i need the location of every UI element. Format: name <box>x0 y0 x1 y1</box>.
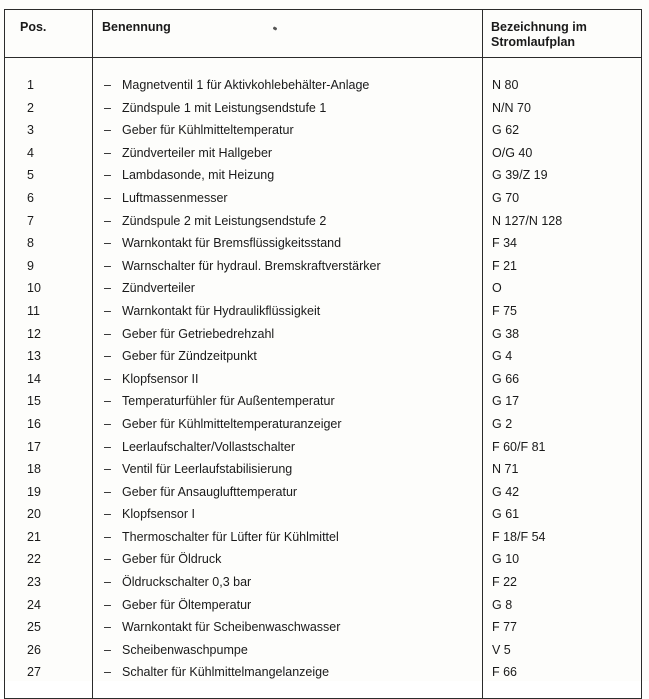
row-name <box>104 323 274 346</box>
row-name-text: Zündspule 2 mit Leistungsendstufe 2 <box>122 213 327 228</box>
row-name-text: Schalter für Kühlmittelmangelanzeige <box>122 665 330 680</box>
row-pos: 6 <box>27 190 34 205</box>
row-dash: – <box>104 213 111 228</box>
row-name-text: Magnetventil 1 für Aktivkohlebehälter-Anlage <box>122 78 370 92</box>
table-row <box>5 639 641 662</box>
table-row <box>5 97 641 120</box>
header-code-line1: Bezeichnung im <box>491 20 587 34</box>
row-code: G 8 <box>492 597 513 612</box>
row-code: F 18/F 54 <box>492 529 546 544</box>
row-pos: 26 <box>27 642 41 657</box>
row-name-text: Leerlaufschalter/Vollastschalter <box>122 439 296 454</box>
table-row <box>5 119 641 142</box>
table-row <box>5 232 641 255</box>
row-dash: – <box>104 168 111 183</box>
row-name <box>104 97 326 120</box>
row-dash: – <box>104 258 111 273</box>
row-code: G 42 <box>492 484 520 499</box>
row-code: F 34 <box>492 236 518 251</box>
row-pos: 11 <box>27 303 40 318</box>
header-code-line2: Stromlaufplan <box>491 35 576 49</box>
table-row <box>5 571 641 594</box>
row-name-text: Warnkontakt für Bremsflüssigkeitsstand <box>122 236 342 251</box>
row-name <box>104 436 295 459</box>
table-row <box>5 187 641 210</box>
row-dash: – <box>104 416 111 431</box>
row-dash: – <box>104 597 111 612</box>
row-name <box>104 571 251 594</box>
row-name <box>104 616 340 639</box>
row-dash: – <box>104 439 111 454</box>
row-code: N 71 <box>492 462 519 477</box>
row-code: F 66 <box>492 665 518 680</box>
row-name-text: Warnschalter für hydraul. Bremskraftverstärker <box>122 258 381 273</box>
row-dash: – <box>104 371 111 386</box>
table-row <box>5 481 641 504</box>
row-dash: – <box>104 100 111 115</box>
table-row <box>5 526 641 549</box>
row-pos: 3 <box>27 123 34 138</box>
row-name <box>104 526 339 549</box>
row-dash: – <box>104 394 111 409</box>
row-name-text: Scheibenwaschpumpe <box>122 642 248 657</box>
row-name <box>104 119 294 142</box>
row-dash: – <box>104 575 111 590</box>
table-row <box>5 413 641 436</box>
table-row <box>5 164 641 187</box>
row-name <box>104 345 257 368</box>
row-code: F 75 <box>492 303 518 318</box>
header-code <box>491 20 631 50</box>
table-row <box>5 300 641 323</box>
row-name-text: Geber für Ansauglufttemperatur <box>122 484 298 499</box>
row-pos: 9 <box>27 258 34 273</box>
row-name <box>104 503 195 526</box>
row-pos: 16 <box>27 416 41 431</box>
table-row <box>5 503 641 526</box>
table-row <box>5 436 641 459</box>
row-pos: 21 <box>27 529 41 544</box>
row-code: G 61 <box>492 507 520 522</box>
row-name-text: Zündverteiler <box>122 281 195 296</box>
row-dash: – <box>104 326 111 341</box>
row-name <box>104 74 369 97</box>
row-dash: – <box>104 349 111 364</box>
row-pos: 1 <box>27 78 34 92</box>
row-dash: – <box>104 123 111 138</box>
row-code: G 39/Z 19 <box>492 168 548 183</box>
table-row <box>5 368 641 391</box>
row-code: F 77 <box>492 620 518 635</box>
row-code: N/N 70 <box>492 100 531 115</box>
row-code: G 70 <box>492 190 520 205</box>
row-pos: 8 <box>27 236 34 251</box>
row-dash: – <box>104 190 111 205</box>
row-pos: 27 <box>27 665 41 680</box>
row-dash: – <box>104 281 111 296</box>
row-pos: 23 <box>27 575 41 590</box>
row-name-text: Geber für Kühlmitteltemperatur <box>122 123 294 138</box>
table-row <box>5 458 641 481</box>
row-code: G 10 <box>492 552 520 567</box>
row-name-text: Geber für Kühlmitteltemperaturanzeiger <box>122 416 342 431</box>
row-name <box>104 481 297 504</box>
table-row <box>5 277 641 300</box>
legend-table <box>4 9 642 699</box>
row-name-text: Lambdasonde, mit Heizung <box>122 168 275 183</box>
table-row <box>5 323 641 346</box>
row-dash: – <box>104 145 111 160</box>
table-row <box>5 390 641 413</box>
row-name <box>104 187 228 210</box>
row-name <box>104 458 292 481</box>
table-row <box>5 548 641 571</box>
row-name <box>104 368 198 391</box>
header-name: Benennung <box>102 20 171 34</box>
row-name <box>104 413 342 436</box>
row-pos: 5 <box>27 168 34 183</box>
row-dash: – <box>104 665 111 680</box>
header-divider <box>5 57 641 58</box>
row-code: G 38 <box>492 326 520 341</box>
row-name-text: Zündspule 1 mit Leistungsendstufe 1 <box>122 100 327 115</box>
row-pos: 10 <box>27 281 41 296</box>
row-name-text: Öldruckschalter 0,3 bar <box>122 575 252 590</box>
row-pos: 7 <box>27 213 34 228</box>
row-name-text: Klopfsensor I <box>122 507 195 522</box>
row-pos: 12 <box>27 326 41 341</box>
row-pos: 14 <box>27 371 41 386</box>
row-pos: 13 <box>27 349 41 364</box>
row-code: G 66 <box>492 371 520 386</box>
table-body <box>5 74 641 684</box>
row-code: G 17 <box>492 394 520 409</box>
table-row <box>5 616 641 639</box>
scan-speck <box>273 26 278 31</box>
row-name <box>104 142 272 165</box>
row-dash: – <box>104 552 111 567</box>
table-row <box>5 594 641 617</box>
header-pos: Pos. <box>20 20 47 34</box>
row-pos: 20 <box>27 507 41 522</box>
row-pos: 18 <box>27 462 41 477</box>
row-code: O/G 40 <box>492 145 533 160</box>
table-row <box>5 142 641 165</box>
row-dash: – <box>104 484 111 499</box>
row-name-text: Geber für Getriebedrehzahl <box>122 326 275 341</box>
table-row <box>5 210 641 233</box>
row-pos: 19 <box>27 484 41 499</box>
row-name-text: Warnkontakt für Hydraulikflüssigkeit <box>122 303 321 318</box>
row-name-text: Thermoschalter für Lüfter für Kühlmittel <box>122 529 339 544</box>
row-name <box>104 300 320 323</box>
row-code: N 80 <box>492 78 519 92</box>
row-name <box>104 277 195 300</box>
row-pos: 2 <box>27 100 34 115</box>
row-dash: – <box>104 620 111 635</box>
row-name-text: Geber für Öldruck <box>122 552 222 567</box>
row-name <box>104 594 251 617</box>
row-name <box>104 210 326 233</box>
row-name <box>104 164 274 187</box>
row-code: F 22 <box>492 575 518 590</box>
row-dash: – <box>104 529 111 544</box>
row-code: F 21 <box>492 258 518 273</box>
row-name-text: Klopfsensor II <box>122 371 199 386</box>
row-name-text: Temperaturfühler für Außentemperatur <box>122 394 335 409</box>
row-name <box>104 232 341 255</box>
row-dash: – <box>104 462 111 477</box>
row-code: G 62 <box>492 123 520 138</box>
row-code: G 2 <box>492 416 513 431</box>
row-pos: 4 <box>27 145 34 160</box>
row-name-text: Luftmassenmesser <box>122 190 228 205</box>
row-code: G 4 <box>492 349 513 364</box>
row-dash: – <box>104 78 111 92</box>
row-code: O <box>492 281 502 296</box>
row-name-text: Geber für Zündzeitpunkt <box>122 349 257 364</box>
row-name <box>104 548 221 571</box>
table-row <box>5 345 641 368</box>
row-pos: 22 <box>27 552 41 567</box>
row-name <box>104 390 335 413</box>
row-pos: 24 <box>27 597 41 612</box>
row-dash: – <box>104 303 111 318</box>
row-name-text: Ventil für Leerlaufstabilisierung <box>122 462 293 477</box>
row-code: N 127/N 128 <box>492 213 563 228</box>
table-row <box>5 74 641 97</box>
row-code: F 60/F 81 <box>492 439 546 454</box>
row-name-text: Warnkontakt für Scheibenwaschwasser <box>122 620 341 635</box>
row-dash: – <box>104 642 111 657</box>
row-name <box>104 639 248 662</box>
row-dash: – <box>104 507 111 522</box>
row-dash: – <box>104 236 111 251</box>
row-pos: 15 <box>27 394 41 409</box>
row-pos: 17 <box>27 439 41 454</box>
row-name-text: Zündverteiler mit Hallgeber <box>122 145 273 160</box>
row-code: V 5 <box>492 642 511 657</box>
row-pos: 25 <box>27 620 41 635</box>
table-row <box>5 255 641 278</box>
row-name-text: Geber für Öltemperatur <box>122 597 252 612</box>
row-name <box>104 255 381 278</box>
